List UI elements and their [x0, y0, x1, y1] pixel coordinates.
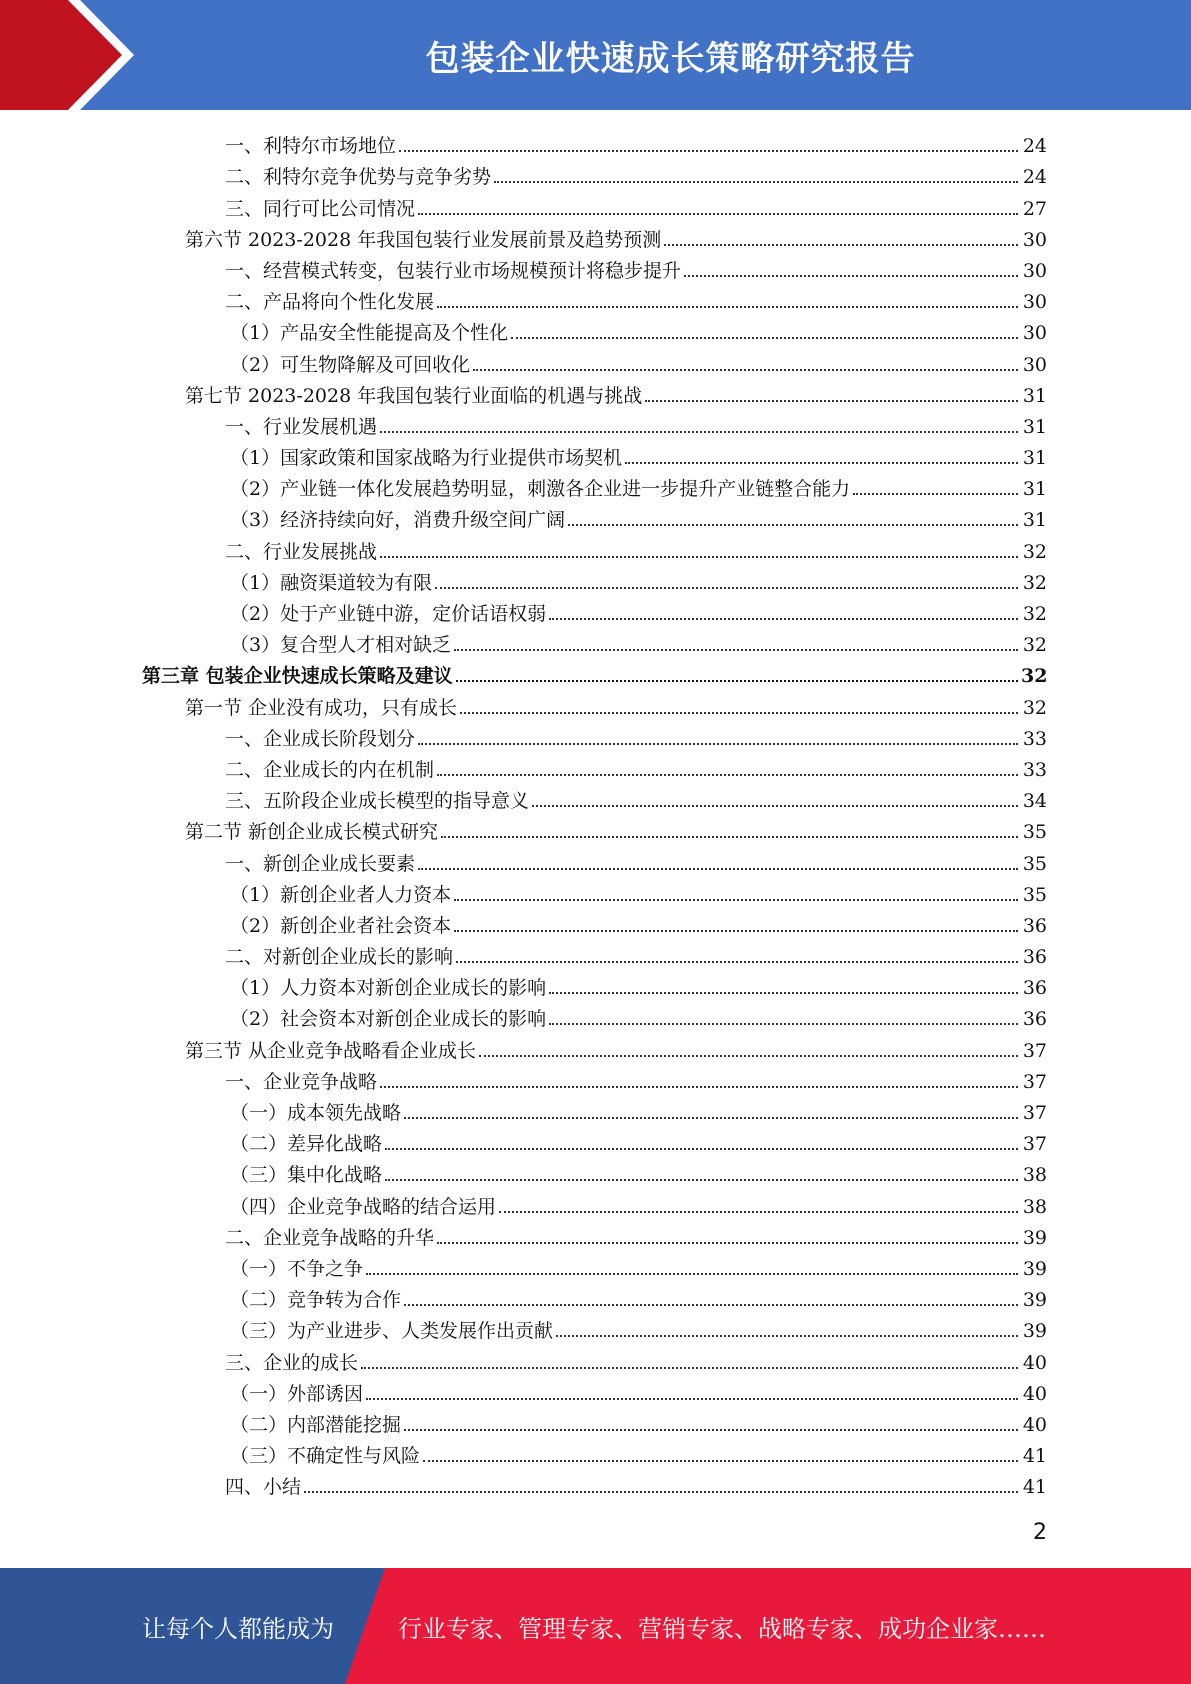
toc-entry-page: 27: [1022, 197, 1047, 220]
toc-leader-dots: [460, 712, 1018, 714]
toc-entry-page: 31: [1022, 415, 1047, 438]
toc-leader-dots: [473, 369, 1018, 371]
toc-entry-title: （三）集中化战略: [230, 1164, 383, 1187]
toc-entry-page: 35: [1022, 821, 1047, 844]
toc-entry-title: 二、对新创企业成长的影响: [225, 946, 454, 969]
toc-leader-dots: [645, 400, 1018, 402]
toc-entry[interactable]: [0, 1312, 1191, 1343]
toc-leader-dots: [625, 462, 1018, 464]
toc-entry-title: （1）国家政策和国家战略为行业提供市场契机: [230, 447, 623, 470]
toc-entry[interactable]: [0, 1219, 1191, 1250]
toc-entry[interactable]: [0, 283, 1191, 314]
toc-entry-page: 35: [1022, 883, 1047, 906]
toc-entry-title: 第三节 从企业竞争战略看企业成长: [185, 1039, 477, 1062]
toc-entry[interactable]: [0, 1406, 1191, 1437]
toc-entry-title: 第六节 2023-2028 年我国包装行业发展前景及趋势预测: [185, 228, 662, 251]
toc-entry-title: （二）竞争转为合作: [230, 1289, 402, 1312]
toc-entry-page: 31: [1022, 447, 1047, 470]
toc-entry-title: 第二节 新创企业成长模式研究: [185, 821, 439, 844]
toc-entry[interactable]: [0, 813, 1191, 844]
toc-entry-page: 32: [1022, 696, 1047, 719]
toc-entry[interactable]: [0, 564, 1191, 595]
toc-entry-page: 36: [1022, 946, 1047, 969]
toc-entry-title: （2）产业链一体化发展趋势明显，刺激各企业进一步提升产业链整合能力: [230, 478, 851, 501]
toc-entry[interactable]: [0, 751, 1191, 782]
toc-entry[interactable]: [0, 127, 1191, 158]
toc-entry-page: 34: [1022, 790, 1047, 813]
toc-leader-dots: [304, 1491, 1018, 1493]
toc-leader-dots: [568, 524, 1018, 526]
toc-entry-page: 38: [1022, 1164, 1047, 1187]
toc-leader-dots: [454, 930, 1018, 932]
page-footer: [0, 1568, 1191, 1684]
toc-entry-page: 40: [1022, 1351, 1047, 1374]
toc-entry-page: 32: [1022, 603, 1047, 625]
toc-entry-page: 40: [1022, 1382, 1047, 1405]
toc-leader-dots: [511, 337, 1018, 339]
toc-entry[interactable]: [0, 470, 1191, 501]
toc-entry-title: 第一节 企业没有成功，只有成长: [185, 696, 458, 719]
toc-entry-title: 二、企业成长的内在机制: [225, 758, 435, 781]
toc-entry-title: 二、利特尔竞争优势与竞争劣势: [225, 166, 492, 189]
toc-entry[interactable]: [0, 532, 1191, 563]
toc-entry[interactable]: [0, 252, 1191, 283]
toc-entry[interactable]: [0, 221, 1191, 252]
toc-leader-dots: [456, 961, 1018, 963]
toc-entry-page: 39: [1022, 1289, 1047, 1312]
toc-leader-dots: [385, 1179, 1018, 1181]
table-of-contents: [0, 127, 1191, 1499]
toc-entry-title: 一、经营模式转变，包装行业市场规模预计将稳步提升: [225, 259, 682, 282]
toc-leader-dots: [499, 1211, 1018, 1213]
toc-entry-page: 32: [1021, 665, 1048, 688]
toc-leader-dots: [404, 1429, 1018, 1431]
toc-entry-page: 36: [1022, 914, 1047, 937]
toc-entry[interactable]: [0, 720, 1191, 751]
toc-entry[interactable]: [0, 377, 1191, 408]
toc-entry[interactable]: [0, 1468, 1191, 1499]
toc-entry-page: 24: [1022, 166, 1047, 189]
toc-leader-dots: [437, 774, 1018, 776]
toc-entry-page: 40: [1022, 1413, 1047, 1436]
toc-entry-title: （2）处于产业链中游，定价话语权弱: [230, 603, 547, 625]
toc-leader-dots: [456, 680, 1018, 682]
toc-entry-title: 第三章 包装企业快速成长策略及建议: [142, 665, 453, 688]
toc-entry-page: 37: [1022, 1102, 1047, 1124]
toc-entry-title: （1）融资渠道较为有限: [230, 571, 433, 594]
toc-entry-page: 36: [1022, 977, 1047, 1000]
toc-entry[interactable]: [0, 501, 1191, 532]
toc-leader-dots: [418, 868, 1018, 870]
toc-leader-dots: [664, 244, 1018, 246]
toc-entry-page: 35: [1022, 852, 1047, 875]
toc-entry-title: 四、小结: [225, 1476, 302, 1499]
toc-entry-title: （一）外部诱因: [230, 1382, 364, 1405]
toc-leader-dots: [435, 587, 1018, 589]
toc-leader-dots: [494, 181, 1018, 183]
toc-entry-title: 一、新创企业成长要素: [225, 852, 416, 875]
toc-entry-page: 30: [1022, 228, 1047, 251]
toc-entry-title: （一）不争之争: [230, 1257, 364, 1280]
toc-entry[interactable]: [0, 969, 1191, 1000]
toc-entry-page: 36: [1022, 1008, 1047, 1031]
toc-leader-dots: [385, 1148, 1018, 1150]
toc-entry-title: （二）内部潜能挖掘: [230, 1413, 402, 1436]
toc-entry-page: 33: [1022, 727, 1047, 750]
page-number: 2: [1033, 1520, 1047, 1545]
toc-entry[interactable]: [0, 907, 1191, 938]
toc-leader-dots: [853, 493, 1018, 495]
toc-entry[interactable]: [0, 1031, 1191, 1062]
toc-leader-dots: [399, 150, 1018, 152]
toc-entry[interactable]: [0, 688, 1191, 719]
toc-leader-dots: [404, 1117, 1018, 1119]
toc-entry-page: 37: [1022, 1070, 1047, 1093]
toc-entry-page: 30: [1022, 291, 1047, 314]
toc-leader-dots: [556, 1335, 1018, 1337]
toc-entry-title: （四）企业竞争战略的结合运用: [230, 1195, 497, 1218]
toc-entry-page: 38: [1022, 1195, 1047, 1218]
toc-entry-title: （三）不确定性与风险: [230, 1445, 421, 1468]
toc-leader-dots: [437, 306, 1018, 308]
footer-slogan-left: 让每个人都能成为: [142, 1614, 334, 1643]
toc-entry-title: 一、利特尔市场地位: [225, 135, 397, 158]
toc-entry-page: 41: [1022, 1445, 1047, 1468]
page-header: [0, 0, 1191, 110]
toc-leader-dots: [479, 1055, 1018, 1057]
toc-leader-dots: [437, 1242, 1018, 1244]
toc-entry[interactable]: [0, 1343, 1191, 1374]
toc-leader-dots: [549, 618, 1018, 620]
toc-entry-title: （三）为产业进步、人类发展作出贡献: [230, 1320, 554, 1343]
toc-entry-title: （3）复合型人才相对缺乏: [230, 634, 452, 657]
toc-entry[interactable]: [0, 782, 1191, 813]
toc-entry-title: 第七节 2023-2028 年我国包装行业面临的机遇与挑战: [185, 384, 643, 407]
toc-entry-title: 二、行业发展挑战: [225, 540, 378, 563]
toc-entry-page: 31: [1022, 509, 1047, 532]
toc-entry-title: （2）社会资本对新创企业成长的影响: [230, 1008, 547, 1031]
toc-leader-dots: [454, 649, 1018, 651]
toc-leader-dots: [532, 805, 1018, 807]
toc-entry-page: 31: [1022, 384, 1047, 407]
toc-entry-page: 24: [1022, 135, 1047, 158]
toc-entry[interactable]: [0, 1125, 1191, 1156]
toc-entry-title: 三、五阶段企业成长模型的指导意义: [225, 790, 530, 813]
toc-entry-title: （二）差异化战略: [230, 1133, 383, 1156]
toc-entry[interactable]: [0, 1063, 1191, 1094]
toc-entry-page: 30: [1022, 353, 1047, 376]
toc-entry-page: 33: [1022, 758, 1047, 781]
toc-entry-title: 三、企业的成长: [225, 1351, 359, 1374]
toc-entry-title: 二、产品将向个性化发展: [225, 291, 435, 314]
toc-entry[interactable]: [0, 626, 1191, 657]
toc-leader-dots: [404, 1304, 1018, 1306]
toc-entry-page: 39: [1022, 1320, 1047, 1343]
toc-entry[interactable]: [0, 345, 1191, 376]
toc-entry[interactable]: [0, 158, 1191, 189]
toc-entry[interactable]: [0, 314, 1191, 345]
toc-entry[interactable]: [0, 657, 1191, 688]
toc-entry[interactable]: [0, 938, 1191, 969]
toc-entry-page: 37: [1022, 1039, 1047, 1062]
page-title: 包装企业快速成长策略研究报告: [425, 38, 916, 79]
toc-entry-page: 32: [1022, 540, 1047, 563]
toc-entry[interactable]: [0, 1281, 1191, 1312]
toc-entry-title: 二、企业竞争战略的升华: [225, 1226, 435, 1249]
toc-entry-page: 30: [1022, 322, 1047, 345]
toc-leader-dots: [549, 992, 1018, 994]
toc-entry-page: 41: [1022, 1476, 1047, 1499]
toc-entry-page: 30: [1022, 259, 1047, 282]
toc-entry[interactable]: [0, 1000, 1191, 1031]
toc-entry-title: （1）新创企业者人力资本: [230, 883, 452, 906]
toc-entry[interactable]: [0, 1250, 1191, 1281]
toc-entry-title: （一）成本领先战略: [230, 1102, 402, 1124]
toc-entry-page: 39: [1022, 1226, 1047, 1249]
red-arrow-icon: [0, 0, 160, 110]
toc-entry-title: （2）新创企业者社会资本: [230, 914, 452, 937]
toc-leader-dots: [366, 1273, 1018, 1275]
toc-entry-page: 37: [1022, 1133, 1047, 1156]
toc-leader-dots: [423, 1460, 1018, 1462]
toc-leader-dots: [441, 836, 1018, 838]
toc-entry-title: 一、企业竞争战略: [225, 1070, 378, 1093]
toc-entry[interactable]: [0, 1094, 1191, 1125]
toc-entry-title: 三、同行可比公司情况: [225, 197, 416, 220]
toc-entry[interactable]: [0, 408, 1191, 439]
toc-entry-title: （1）人力资本对新创企业成长的影响: [230, 977, 547, 1000]
footer-slogan-right: 行业专家、管理专家、营销专家、战略专家、成功企业家……: [398, 1614, 1046, 1643]
toc-entry-title: （2）可生物降解及可回收化: [230, 353, 471, 376]
toc-entry[interactable]: [0, 595, 1191, 626]
toc-leader-dots: [418, 213, 1018, 215]
toc-leader-dots: [366, 1398, 1018, 1400]
toc-entry[interactable]: [0, 876, 1191, 907]
toc-leader-dots: [380, 1086, 1018, 1088]
toc-entry-title: （1）产品安全性能提高及个性化: [230, 322, 509, 345]
toc-entry[interactable]: [0, 1437, 1191, 1468]
toc-entry-page: 32: [1022, 571, 1047, 594]
toc-entry[interactable]: [0, 1375, 1191, 1406]
toc-leader-dots: [549, 1023, 1018, 1025]
toc-entry-page: 32: [1022, 634, 1047, 657]
toc-entry[interactable]: [0, 1187, 1191, 1218]
toc-leader-dots: [380, 556, 1018, 558]
toc-leader-dots: [684, 275, 1018, 277]
toc-entry[interactable]: [0, 844, 1191, 875]
toc-entry[interactable]: [0, 439, 1191, 470]
toc-entry-page: 31: [1022, 478, 1047, 501]
toc-entry[interactable]: [0, 189, 1191, 220]
toc-leader-dots: [454, 899, 1018, 901]
toc-leader-dots: [361, 1367, 1018, 1369]
toc-entry-page: 39: [1022, 1257, 1047, 1280]
toc-entry-title: 一、行业发展机遇: [225, 415, 378, 438]
toc-entry-title: 一、企业成长阶段划分: [225, 727, 416, 750]
toc-entry[interactable]: [0, 1156, 1191, 1187]
toc-entry-title: （3）经济持续向好，消费升级空间广阔: [230, 509, 566, 532]
toc-leader-dots: [380, 431, 1018, 433]
toc-leader-dots: [418, 743, 1018, 745]
